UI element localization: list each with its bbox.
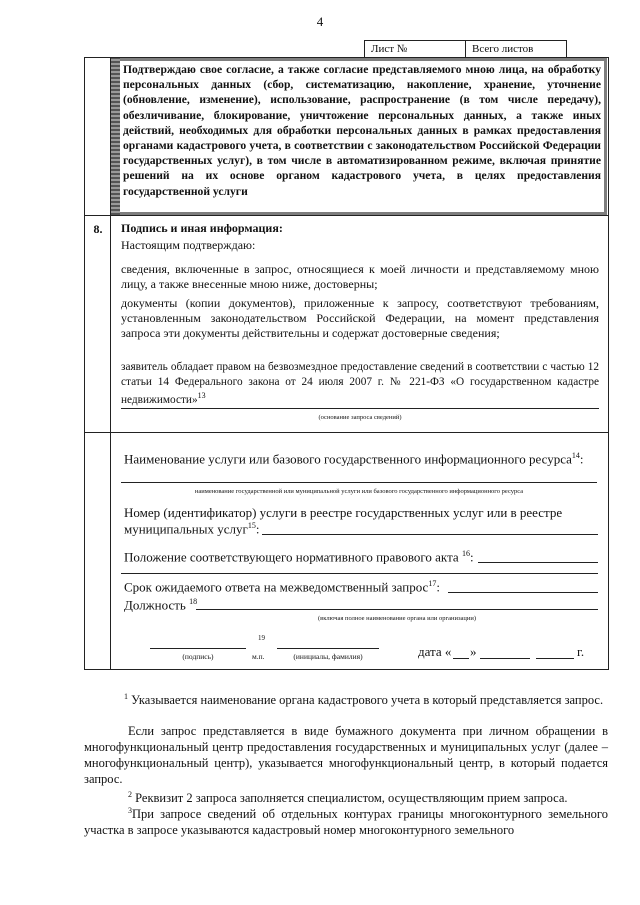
sheet-number-cell: Лист № [371, 43, 408, 55]
registry-id-line[interactable] [262, 534, 598, 535]
registry-id-text: муниципальных услуг [124, 521, 248, 537]
position-caption: (включая полное наименование органа или организации) [317, 615, 477, 622]
date-label: дата « [418, 644, 452, 659]
initials-line[interactable] [277, 648, 379, 649]
footnote-2-number: 2 [128, 790, 132, 799]
normative-line-2[interactable] [121, 573, 598, 574]
footnote-ref-15: 15 [247, 521, 256, 530]
footnote-3-number: 3 [128, 806, 132, 815]
section-divider [84, 215, 608, 216]
section-divider-2 [84, 432, 608, 433]
response-term-line[interactable] [448, 592, 598, 593]
date-month-line[interactable] [480, 658, 530, 659]
consent-text: Подтверждаю свое согласие, а также согласие представляемого мною лица, на обработку персональных данных (сбор, систематизацию, накопление, хранение, уточнение (обновление, изменение), использование, распространение (в том числе передачу), обезличивание, блокирование, уничтожение персональных данных, а также иных действий, необходимых для обработки персональных данных в рамках предоставления органами кадастрового учета, в соответствии с законодательством Российской Федерации государственных услуг), в том числе в автоматизированном режиме, включая принятие решений на их основе органом кадастрового учета, в целях предоставления государственной услуги [120, 61, 604, 212]
section-number: 8. [93, 222, 103, 236]
initials-caption: (инициалы, фамилия) [293, 652, 363, 661]
response-term-text: Срок ожидаемого ответа на межведомственный запрос [124, 579, 429, 595]
footnote-1 [84, 689, 608, 708]
position-text: Должность [124, 597, 186, 613]
section-title: Подпись и иная информация: [121, 221, 283, 235]
total-sheets-cell: Всего листов [465, 41, 566, 58]
service-name-caption: наименование государственной или муниципальной услуги или базового государственного информационного ресурса [194, 488, 524, 495]
stamp-label: м.п. [252, 652, 265, 661]
registry-id-label-2: муниципальных услуг$^{15}$: [124, 521, 260, 537]
footnote-1-number: 1 [124, 692, 128, 701]
footnote-ref-13: 13 [197, 391, 206, 400]
signature-line[interactable] [150, 648, 246, 649]
basis-caption: (основание запроса сведений) [318, 414, 402, 421]
basis-line [121, 408, 599, 409]
footnote-ref-14: 14 [571, 451, 580, 460]
footnote-ref-17: 17 [428, 579, 437, 588]
footnote-3-text: При запросе сведений об отдельных контурах границы многоконтурного земельного участка в запросе указываются кадастровый номер многоконтурного земельного [84, 807, 608, 838]
position-line[interactable] [196, 609, 598, 610]
position-label [124, 597, 197, 613]
registry-id-label-1: Номер (идентификатор) услуги в реестре государственных услуг или в реестре [124, 505, 563, 520]
date-year-line[interactable] [536, 658, 574, 659]
footnote-2-text: Реквизит 2 запроса заполняется специалистом, осуществляющим прием запроса. [135, 791, 568, 806]
confirm-item-3 [121, 360, 599, 407]
footnote-ref-16: 16 [461, 549, 470, 558]
date-close-quote: » [470, 644, 477, 659]
footnote-1-text: Указывается наименование органа кадастрового учета в который представляется запрос. [131, 693, 604, 708]
normative-text: Положение соответствующего нормативного правового акта [124, 549, 459, 565]
footnote-ref-18: 18 [189, 597, 198, 606]
response-term-label: Срок ожидаемого ответа на межведомственный запрос$^{17}$: [124, 579, 440, 595]
date-day-line[interactable] [453, 658, 469, 659]
service-name-label: Наименование услуги или базового государственного информационного ресурса$^{14}$: [124, 451, 584, 467]
normative-line[interactable] [478, 562, 598, 563]
confirm-item-1: сведения, включенные в запрос, относящиеся к моей личности и представляемому мною лицу, а также внесенные мною ниже, достоверны; [121, 262, 599, 291]
signature-caption: (подпись) [182, 652, 214, 661]
confirm-item-2: документы (копии документов), приложенные к запросу, соответствуют требованиям, установленным законодательством Российской Федерации, на момент представления запроса эти документы действительны и содержат достоверные сведения; [121, 296, 599, 340]
service-name-text: Наименование услуги или базового государственного информационного ресурса [124, 451, 572, 467]
date-year-label: г. [577, 644, 585, 659]
page-number: 4 [316, 14, 324, 29]
service-name-line[interactable] [121, 482, 597, 483]
confirm-heading: Настоящим подтверждаю: [121, 238, 256, 252]
consent-hatch [111, 58, 120, 215]
normative-label: Положение соответствующего нормативного правового акта $^{16}$: [124, 549, 474, 565]
confirm-item-3-text: заявитель обладает правом на безвозмездное предоставление сведений в соответствии с частью 12 статьи 14 Федерального закона от 24 июля 2007 г. № 221-ФЗ «О государственном кадастре недвижимости» [121, 361, 599, 406]
footnote-ref-19: 19 [258, 634, 265, 642]
footnote-1b: Если запрос представляется в виде бумажного документа при личном обращении в многофункциональный центр предоставления государственных и муниципальных услуг (далее – многофункциональный центр), указывается многофункциональный центр, в который подается запрос. [84, 724, 608, 786]
footnote-3 [84, 803, 608, 838]
